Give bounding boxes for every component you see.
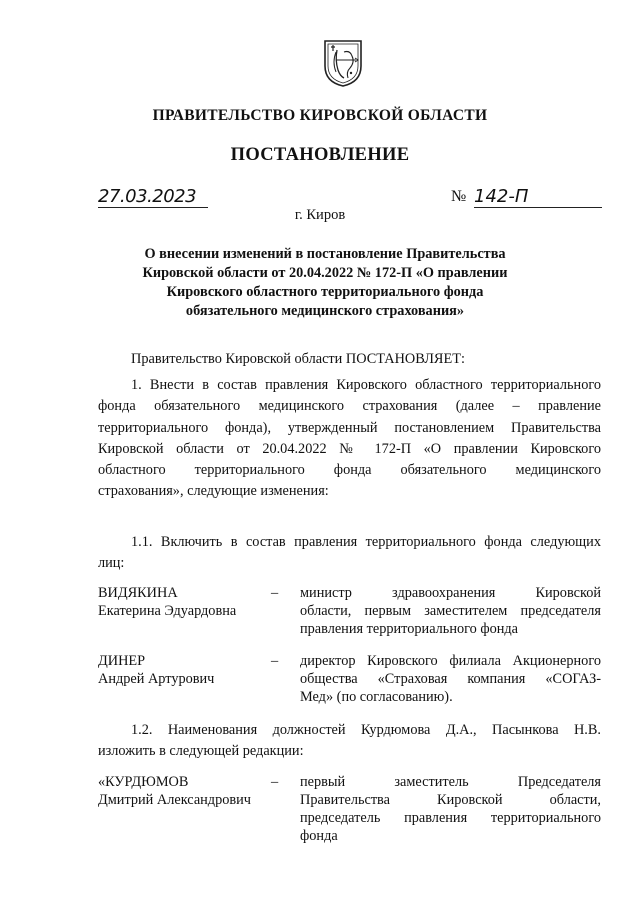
item-1-paragraph xyxy=(98,375,601,503)
title-line: О внесении изменений в постановление Правительства xyxy=(144,246,506,262)
item-1-line: Кировской области от 20.04.2022 № 172-П «О правлении Кировского xyxy=(98,440,601,457)
member-role xyxy=(300,773,601,845)
title-line: Кировской области от 20.04.2022 № 172-П «О правлении xyxy=(142,265,508,281)
role-line: председатель правления территориального xyxy=(300,810,601,826)
member-surname: ВИДЯКИНА xyxy=(98,585,178,601)
role-line: министр здравоохранения Кировской xyxy=(300,585,601,601)
item-1-1-line: 1.1. Включить в состав правления территориального фонда следующих xyxy=(131,534,601,550)
number-label: № xyxy=(451,188,467,205)
member-role xyxy=(300,584,601,638)
role-line: Правительства Кировской области, xyxy=(300,792,601,808)
item-1-2-line: изложить в следующей редакции: xyxy=(98,743,304,760)
city: г. Киров xyxy=(294,207,346,223)
member-role xyxy=(300,652,601,706)
member-dash: – xyxy=(271,653,279,669)
role-line: Мед» (по согласованию). xyxy=(300,689,453,705)
document-date: 27.03.2023 xyxy=(98,187,208,208)
item-1-2-paragraph xyxy=(98,720,601,763)
member-dash: – xyxy=(271,585,279,601)
item-1-line: областного территориального фонда обязательного медицинского xyxy=(98,462,601,479)
member-dash: – xyxy=(271,774,279,790)
government-name: ПРАВИТЕЛЬСТВО КИРОВСКОЙ ОБЛАСТИ xyxy=(152,107,488,124)
item-1-1-line: лиц: xyxy=(98,555,125,572)
member-given-name: Андрей Артурович xyxy=(98,671,215,687)
document-type: ПОСТАНОВЛЕНИЕ xyxy=(230,145,410,165)
member-surname: ДИНЕР xyxy=(98,653,146,669)
item-1-2-line: 1.2. Наименования должностей Курдюмова Д.А., Пасынкова Н.В. xyxy=(131,722,601,738)
title-line: Кировского областного территориального фонда xyxy=(166,284,484,300)
role-line: правления территориального фонда xyxy=(300,621,519,637)
intro-paragraph: Правительство Кировской области ПОСТАНОВЛЯЕТ: xyxy=(131,351,465,367)
role-line: директор Кировского филиала Акционерного xyxy=(300,653,601,669)
item-1-1-paragraph xyxy=(98,532,601,575)
item-1-line: страхования», следующие изменения: xyxy=(98,483,329,500)
kirov-coat-of-arms-icon xyxy=(322,38,364,88)
title-line: обязательного медицинского страхования» xyxy=(185,303,465,319)
document-title xyxy=(120,245,530,321)
member-given-name: Екатерина Эдуардовна xyxy=(98,603,237,619)
member-name xyxy=(98,652,278,688)
item-1-line: территориального фонда), утвержденный постановлением Правительства xyxy=(98,419,601,436)
member-given-name: Дмитрий Александрович xyxy=(98,792,251,808)
role-line: фонда xyxy=(300,828,338,844)
member-name xyxy=(98,584,278,620)
item-1-line: 1. Внести в состав правления Кировского областного территориального xyxy=(131,377,601,393)
role-line: общества «Страховая компания «СОГАЗ- xyxy=(300,671,601,687)
item-1-line: фонда обязательного медицинского страхования (далее – правление xyxy=(98,398,601,415)
member-name xyxy=(98,773,278,809)
role-line: первый заместитель Председателя xyxy=(300,774,601,790)
role-line: области, первым заместителем председателя xyxy=(300,603,601,619)
document-number: 142-П xyxy=(474,187,602,208)
member-surname: «КУРДЮМОВ xyxy=(98,774,189,790)
